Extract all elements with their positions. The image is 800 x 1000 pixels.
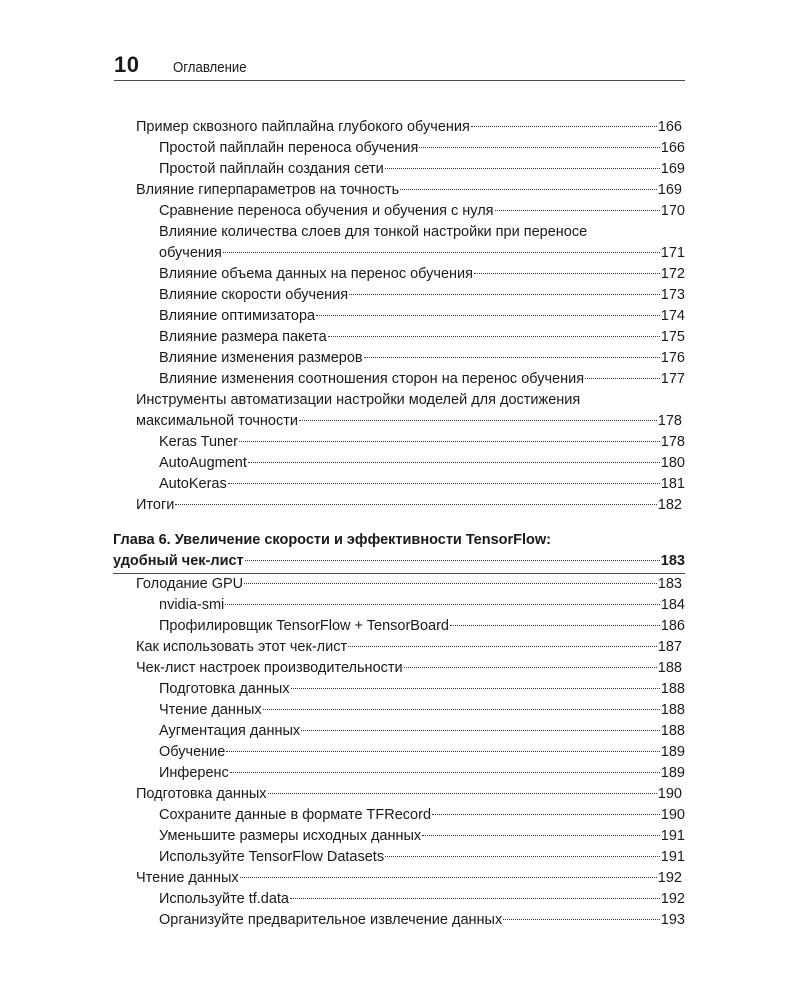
toc-entry [159,432,685,453]
dot-leader [450,625,660,626]
toc-entry-title: Влияние гиперпараметров на точность [136,182,400,198]
toc-entry [159,826,685,847]
toc-page-number: 183 [660,553,685,569]
toc-entry [159,348,685,369]
toc-page-number: 188 [660,681,685,697]
toc-page-number: 186 [660,618,685,634]
toc-entry-title: Итоги [136,497,175,513]
toc-entry [136,658,682,679]
toc-page-number: 177 [660,371,685,387]
toc-entry [159,306,685,327]
toc-page-number: 188 [657,660,682,676]
toc-entry [159,679,685,700]
toc-page-number: 182 [657,497,682,513]
toc-page-number: 192 [657,870,682,886]
toc-page-number: 173 [660,287,685,303]
dot-leader [226,751,659,752]
toc-entry [159,201,685,222]
dot-leader [422,835,660,836]
toc-entry-title: Как использовать этот чек-лист [136,639,348,655]
toc-page-number: 178 [657,413,682,429]
toc-entry-title: Влияние оптимизатора [159,308,316,324]
toc-page-number: 193 [660,912,685,928]
toc-entry [136,495,682,516]
toc-entry-title: Влияние размера пакета [159,329,327,345]
toc-page-number: 169 [657,182,682,198]
dot-leader [471,126,657,127]
toc-entry [136,784,682,805]
toc-entry [159,453,685,474]
toc-entry-title: Используйте tf.data [159,891,289,907]
toc-entry [136,180,682,201]
running-title: Оглавление [173,59,248,76]
dot-leader [503,919,660,920]
toc-entry [159,847,685,868]
header-rule [114,80,685,81]
dot-leader [291,688,660,689]
dot-leader [175,504,656,505]
toc-entry-title: nvidia-smi [159,597,225,613]
toc-page-number: 192 [660,891,685,907]
toc-page-number: 170 [660,203,685,219]
toc-entry-title: удобный чек-лист [113,553,244,569]
toc-entry-title: обучения [159,245,222,261]
toc-entry-title: Используйте TensorFlow Datasets [159,849,385,865]
toc-page-number: 189 [660,765,685,781]
toc-page-number: 178 [660,434,685,450]
toc-page-number: 191 [660,849,685,865]
dot-leader [225,604,660,605]
toc-entry-line [136,390,682,411]
toc-entry-title: Организуйте предварительное извлечение данных [159,912,503,928]
toc-page-number: 184 [660,597,685,613]
toc-entry-title: Keras Tuner [159,434,238,450]
toc-entry-title: Подготовка данных [159,681,290,697]
toc-page-number: 176 [660,350,685,366]
toc-entry-title: AutoKeras [159,476,227,492]
toc-entry [136,411,682,432]
toc-page-number: 189 [660,744,685,760]
toc-entry [159,285,685,306]
dot-leader [404,667,657,668]
dot-leader [263,709,660,710]
toc-entry-title: Сохраните данные в формате TFRecord [159,807,432,823]
toc-entry [136,574,682,595]
toc-entry-title: Сравнение переноса обучения и обучения с нуля [159,203,494,219]
dot-leader [385,856,660,857]
page-number: 10 [114,52,140,77]
toc-entry-title: Влияние изменения соотношения сторон на перенос обучения [159,371,585,387]
toc-page-number: 191 [660,828,685,844]
toc-entry-line [113,530,685,551]
dot-leader [228,483,660,484]
toc-entry-title: Обучение [159,744,226,760]
toc-entry-title: Влияние объема данных на перенос обучения [159,266,473,282]
toc-page-number: 187 [657,639,682,655]
toc-entry-title: максимальной точности [136,413,298,429]
toc-entry-title: Глава 6. Увеличение скорости и эффективности TensorFlow: [113,532,551,548]
toc-entry-title: Влияние скорости обучения [159,287,349,303]
dot-leader [419,147,659,148]
toc-entry [159,327,685,348]
toc-entry-title: Простой пайплайн создания сети [159,161,384,177]
toc-entry [159,138,685,159]
dot-leader [230,772,660,773]
dot-leader [223,252,660,253]
toc-page-number: 175 [660,329,685,345]
toc-entry [159,889,685,910]
toc-entry-title: Простой пайплайн переноса обучения [159,140,419,156]
dot-leader [244,583,657,584]
toc-entry-line [159,222,685,243]
dot-leader [385,168,660,169]
dot-leader [268,793,657,794]
toc-page-number: 190 [660,807,685,823]
toc-entry [159,369,685,390]
toc-page-number: 169 [660,161,685,177]
dot-leader [301,730,660,731]
toc-page-number: 171 [660,245,685,261]
toc-entry [159,763,685,784]
toc-page-number: 166 [660,140,685,156]
toc-page-number: 181 [660,476,685,492]
dot-leader [348,646,657,647]
toc-entry [159,616,685,637]
toc-entry [136,868,682,889]
dot-leader [290,898,660,899]
toc-entry-title: Уменьшите размеры исходных данных [159,828,422,844]
toc-page-number: 188 [660,702,685,718]
toc-page-number: 172 [660,266,685,282]
toc-entry-title: Инструменты автоматизации настройки моделей для достижения [136,392,581,408]
dot-leader [585,378,660,379]
toc-entry-title: Пример сквозного пайплайна глубокого обучения [136,119,470,135]
toc-entry [159,721,685,742]
dot-leader [299,420,657,421]
toc-entry [159,805,685,826]
dot-leader [474,273,660,274]
dot-leader [248,462,660,463]
dot-leader [240,877,657,878]
toc-entry [159,742,685,763]
toc-entry-title: Аугментация данных [159,723,301,739]
dot-leader [239,441,660,442]
dot-leader [349,294,660,295]
toc-page-number: 180 [660,455,685,471]
toc-entry-title: Чек-лист настроек производительности [136,660,403,676]
toc-entry [159,243,685,264]
toc-entry-title: Голодание GPU [136,576,244,592]
toc-entry [159,474,685,495]
dot-leader [364,357,660,358]
dot-leader [495,210,660,211]
toc-entry-title: Подготовка данных [136,786,267,802]
toc-entry-title: Инференс [159,765,229,781]
toc-page-number: 190 [657,786,682,802]
toc-page-number: 174 [660,308,685,324]
toc-entry [159,700,685,721]
toc-entry-title: Профилировщик TensorFlow + TensorBoard [159,618,449,634]
dot-leader [245,560,660,561]
toc-page-number: 183 [657,576,682,592]
dot-leader [316,315,660,316]
toc-entry-title: Чтение данных [159,702,262,718]
dot-leader [400,189,657,190]
dot-leader [432,814,660,815]
toc-chapter-entry [113,551,685,574]
toc-entry [136,117,682,138]
toc-entry [159,264,685,285]
toc-page-number: 166 [657,119,682,135]
toc-entry [136,637,682,658]
running-header [114,52,685,78]
toc-entry-title: Влияние количества слоев для тонкой настройки при переносе [159,224,588,240]
toc-entry [159,595,685,616]
toc-entry [159,159,685,180]
toc-page-number: 188 [660,723,685,739]
toc-entry-title: Чтение данных [136,870,239,886]
toc-entry-title: Влияние изменения размеров [159,350,363,366]
toc-entry-title: AutoAugment [159,455,247,471]
table-of-contents [0,117,800,931]
toc-entry [159,910,685,931]
dot-leader [328,336,660,337]
